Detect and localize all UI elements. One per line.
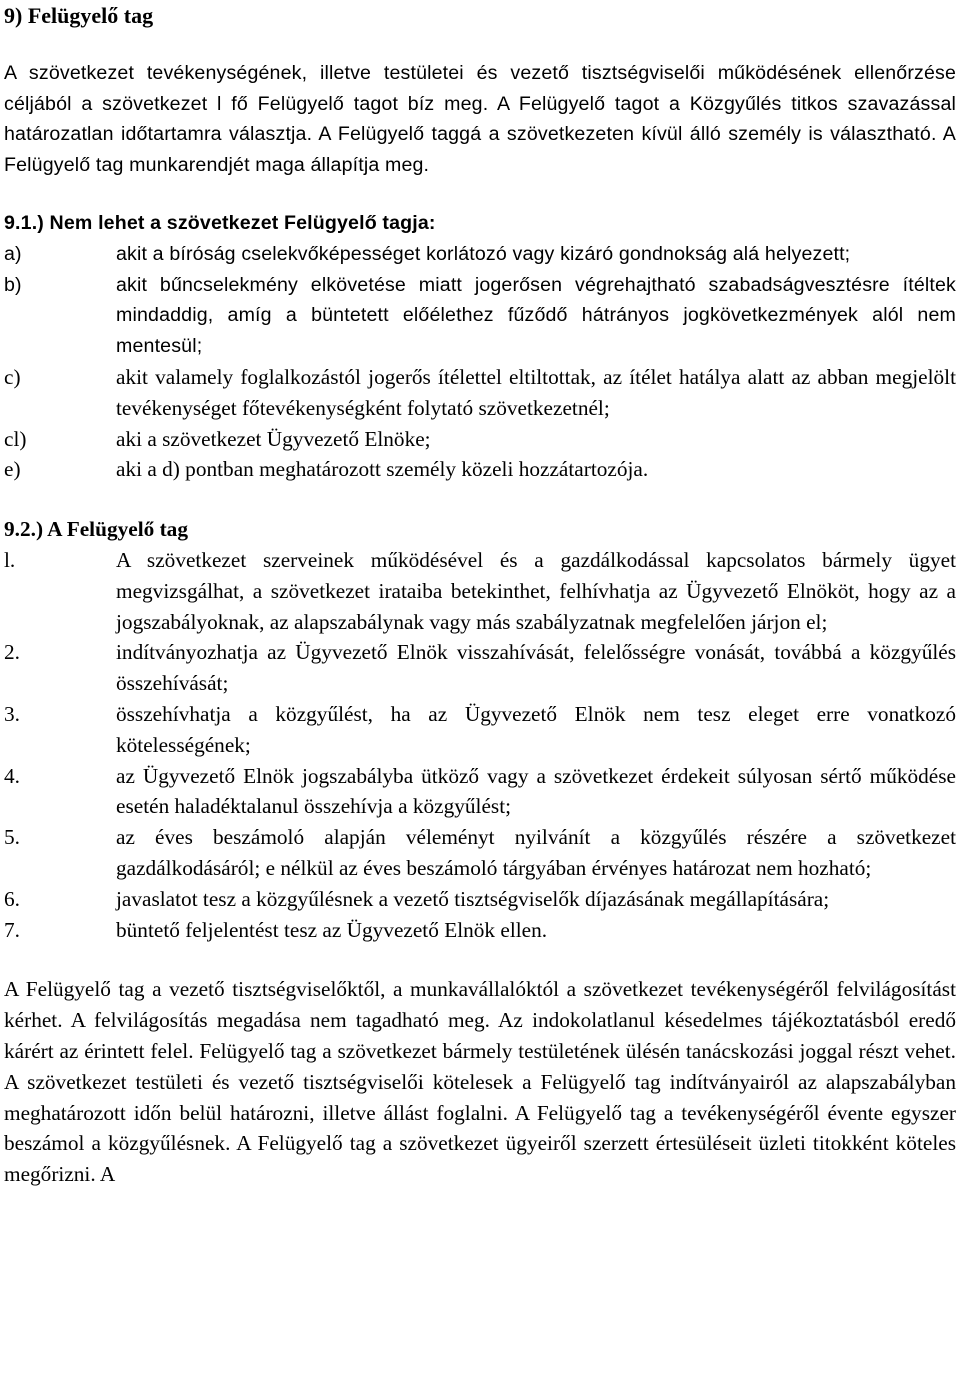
list-item [4,239,956,270]
section-9-2-title: 9.2.) A Felügyelő tag [4,517,188,542]
intro-paragraph: A szövetkezet tevékenységének, illetve testületei és vezető tisztségviselői működésének ellenőrzése céljából a szövetkezet l fő Felügyelő tagot bíz meg. A Felügyelő tagot a Közgyűlés titkos szavazással határozatlan időtartamra választja. A Felügyelő taggá a szövetkezeten kívül álló személy is választható. A Felügyelő tag munkarendjét maga állapítja meg. [4,61,956,177]
list-text: indítványozhatja az Ügyvezető Elnök visszahívását, felelősségre vonását, továbbá a közgyűlés összehívását; [116,640,956,696]
list-marker: l. [4,547,16,572]
list-text: A szövetkezet szerveinek működésével és a gazdálkodással kapcsolatos bármely ügyet megvizsgálhat, a szövetkezet irataiba betekinthet, felhívhatja az Ügyvezető Elnököt, hogy az a jogszabályoknak, az alapszabálynak vagy más szabályzatnak megfelelően járjon el; [116,547,956,634]
document-page [4,0,956,1190]
list-marker: cl) [4,426,27,451]
list-text: az Ügyvezető Elnök jogszabályba ütköző vagy a szövetkezet érdekeit súlyosan sértő működése esetén haladéktalanul összehívja a közgyűlést; [116,763,956,819]
list-item [4,454,956,485]
list-marker: c) [4,364,21,389]
list-item [4,545,956,637]
list-text: aki a d) pontban meghatározott személy közeli hozzátartozója. [116,457,649,482]
list-text: javaslatot tesz a közgyűlésnek a vezető tisztségviselők díjazásának megállapítására; [116,886,830,911]
list-text: az éves beszámoló alapján véleményt nyilvánít a közgyűlés részére a szövetkezet gazdálkodásáról; e nélkül az éves beszámoló tárgyában érvényes határozat nem hozható; [116,825,956,880]
closing-paragraph: A Felügyelő tag a vezető tisztségviselőktől, a munkavállalóktól a szövetkezet tevékenységéről felvilágosítást kérhet. A felvilágosítás megadása nem tagadható meg. Az indokolatlanul késedelmes tájékoztatásból eredő kárért az érintett felel. Felügyelő tag a szövetkezet bármely testületének ülésén tanácskozási joggal részt vehet. A szövetkezet testületi és vezető tisztségviselői kötelesek a Felügyelő tag indítványairól az alapszabályban meghatározott időn belül határozni, illetve állást foglalni. A Felügyelő tag a tevékenységéről évente egyszer beszámol a közgyűlésnek. A Felügyelő tag a szövetkezet ügyeiről szerzett értesüléseit üzleti titokként köteles megőrizni. A [4,977,956,1187]
list-marker: 5. [4,825,20,850]
list-item [4,761,956,823]
list-item [4,699,956,761]
list-marker: 7. [4,917,20,942]
list-text: akit bűncselekmény elkövetése miatt jogerősen végrehajtható szabadságvesztésre ítéltek mindaddig, amíg a büntetett előélethez fűződő hátrányos jogkövetkezmények alól nem mentesül; [116,273,956,358]
list-text: összehívhatja a közgyűlést, ha az Ügyvezető Elnök nem tesz eleget erre vonatkozó kötelességének; [116,701,956,757]
list-marker: 6. [4,886,20,911]
list-item [4,270,956,362]
list-text: büntető feljelentést tesz az Ügyvezető Elnök ellen. [116,917,548,942]
list-marker: 4. [4,763,20,788]
list-marker: a) [4,242,22,265]
list-item [4,637,956,699]
list-item [4,424,956,455]
list-item [4,362,956,424]
list-marker: 2. [4,640,20,665]
section-9-2 [4,514,956,945]
list-text: akit valamely foglalkozástól jogerős ítélettel eltiltottak, az ítélet hatálya alatt az abban megjelölt tevékenységet főtevékenységként folytató szövetkezetnél; [116,364,956,420]
section-heading: 9) Felügyelő tag [4,3,154,28]
list-item [4,915,956,946]
list-text: akit a bíróság cselekvőképességet korlátozó vagy kizáró gondnokság alá helyezett; [116,242,851,265]
section-9-1 [4,208,956,485]
list-marker: e) [4,457,21,482]
section-9-1-title: 9.1.) Nem lehet a szövetkezet Felügyelő tagja: [4,211,436,234]
section-9-1-list-serif [4,362,956,485]
list-text: aki a szövetkezet Ügyvezető Elnöke; [116,426,431,451]
list-item [4,884,956,915]
list-marker: b) [4,273,22,296]
list-marker: 3. [4,701,20,726]
list-item [4,822,956,884]
section-9-1-list [4,239,956,362]
